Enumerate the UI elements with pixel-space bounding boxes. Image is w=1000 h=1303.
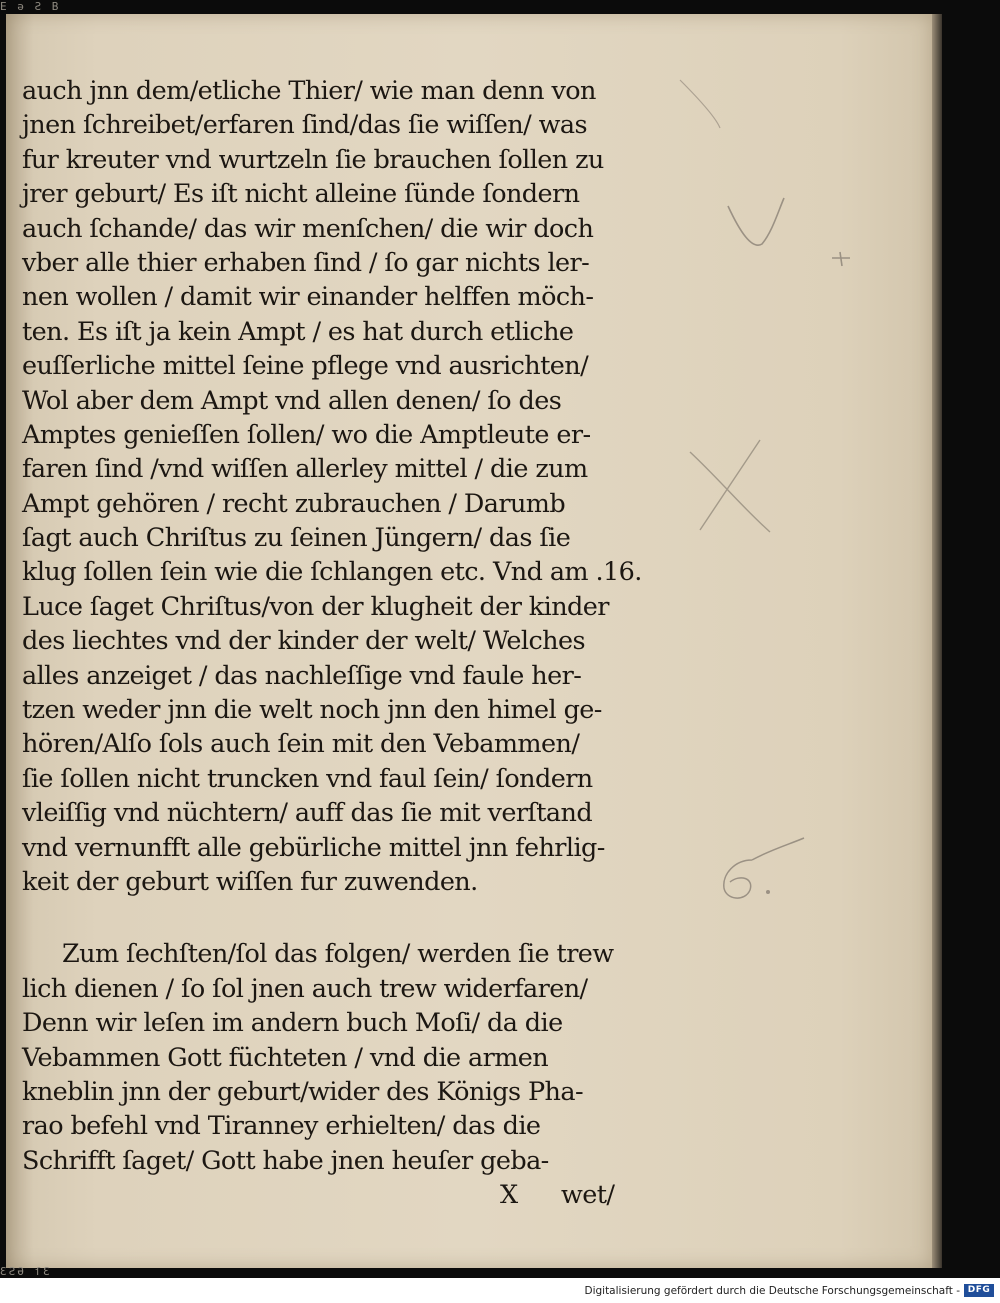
text-line: nen wollen / damit wir einander helffen möch- xyxy=(22,282,594,313)
text-line: vnd vernunfft alle gebürliche mittel jnn fehrlig- xyxy=(22,832,605,863)
dfg-logo[interactable]: DFG xyxy=(964,1284,994,1297)
text-line: Ampt gehören / recht zubrauchen / Darumb xyxy=(22,488,566,519)
page-text xyxy=(22,74,682,1213)
text-line: ten. Es iſt ja kein Ampt / es hat durch etliche xyxy=(22,316,574,347)
text-line: ſie ſollen nicht truncken vnd faul ſein/ ſondern xyxy=(22,763,593,794)
text-line: Vebammen Gott füchteten / vnd die armen xyxy=(22,1042,549,1073)
page-edge xyxy=(932,14,942,1268)
text-line: jnen ſchreibet/erfaren ſind/das ſie wiſſen/ was xyxy=(22,110,587,141)
paragraph-gap xyxy=(22,899,682,937)
text-line: hören/Alſo ſols auch ſein mit den Vebammen/ xyxy=(22,729,580,760)
text-line: auch ſchande/ das wir menſchen/ die wir doch xyxy=(22,213,594,244)
text-line: jrer geburt/ Es iſt nicht alleine ſünde ſondern xyxy=(22,179,580,210)
text-line: vber alle thier erhaben ſind / ſo gar nichts ler- xyxy=(22,247,590,278)
clipped-text-bottom: ƐƧƏ ſƐ xyxy=(0,1266,52,1278)
signature-catchword: X wet/ xyxy=(500,1180,615,1211)
text-line: auch jnn dem/etliche Thier/ wie man denn von xyxy=(22,76,596,106)
text-line: Luce ſaget Chriſtus/von der klugheit der kinder xyxy=(22,591,609,622)
clipped-text-top: E ǝ Ƨ B xyxy=(0,0,61,13)
text-line: rao befehl vnd Tiranney erhielten/ das die xyxy=(22,1111,541,1142)
footer-bar xyxy=(0,1278,1000,1303)
text-line: faren ſind /vnd wiſſen allerley mittel / die zum xyxy=(22,454,588,485)
text-line: klug ſollen ſein wie die ſchlangen etc. Vnd am .16. xyxy=(22,557,642,588)
text-line: kneblin jnn der geburt/wider des Königs Pha- xyxy=(22,1076,583,1107)
text-line: euſſerliche mittel ſeine pflege vnd ausrichten/ xyxy=(22,351,589,382)
text-line: ſagt auch Chriſtus zu ſeinen Jüngern/ das ſie xyxy=(22,523,571,554)
text-line: fur kreuter vnd wurtzeln ſie brauchen ſollen zu xyxy=(22,144,604,175)
text-line: Wol aber dem Ampt vnd allen denen/ ſo des xyxy=(22,385,562,416)
text-line: Zum ſechſten/ſol das folgen/ werden ſie trew xyxy=(62,939,614,970)
text-line: alles anzeiget / das nachleſſige vnd faule her- xyxy=(22,660,582,691)
text-line: Amptes genieſſen ſollen/ wo die Amptleute er- xyxy=(22,419,591,450)
funding-credit: Digitalisierung gefördert durch die Deutsche Forschungsgemeinschaft - xyxy=(584,1285,960,1297)
text-line: tzen weder jnn die welt noch jnn den himel ge- xyxy=(22,695,602,726)
text-line: vleiſſig vnd nüchtern/ auff das ſie mit verſtand xyxy=(22,798,593,829)
text-line: Schrifft ſaget/ Gott habe jnen heuſer geba- xyxy=(22,1145,549,1176)
text-line: des liechtes vnd der kinder der welt/ Welches xyxy=(22,626,585,657)
text-line: keit der geburt wiſſen fur zuwenden. xyxy=(22,866,478,897)
text-line: Denn wir leſen im andern buch Moſi/ da die xyxy=(22,1008,563,1039)
text-line: lich dienen / ſo ſol jnen auch trew widerfaren/ xyxy=(22,973,588,1004)
